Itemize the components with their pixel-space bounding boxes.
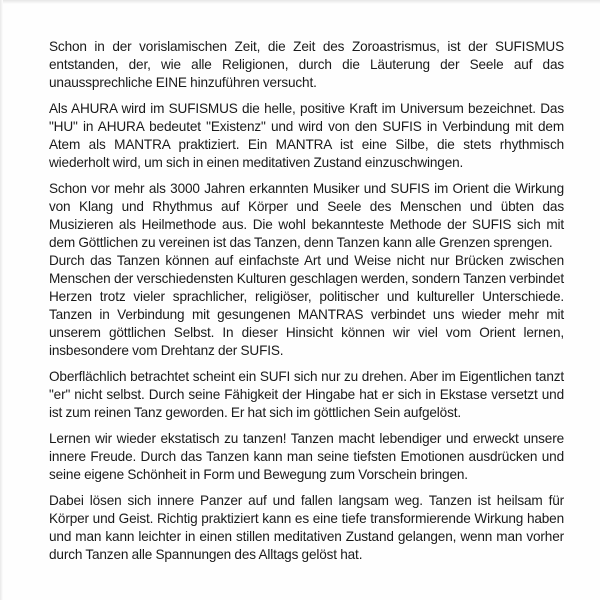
paragraph-ekstatisch-tanzen: Lernen wir wieder ekstatisch zu tanzen! Tanzen macht lebendiger und erweckt unsere innere Freude. Durch das Tanzen kann man seine tiefsten Emotionen ausdrücken und seine eigene Schönheit in Form und Bewegung zum Vorschein bringen. <box>49 431 564 482</box>
paragraph-ahura: Als AHURA wird im SUFISMUS die helle, positive Kraft im Universum bezeichnet. Das "HU" in AHURA bedeutet "Existenz" und wird von den SUFIS in Verbindung mit dem Atem als MANTRA praktiziert. Ein MANTRA ist eine Silbe, die stets rhythmisch wiederholt wird, um sich in einen meditativen Zustand einzuschwingen. <box>49 101 564 170</box>
paragraph-drehtanz-sufi: Oberflächlich betrachtet scheint ein SUFI sich nur zu drehen. Aber im Eigentlichen tanzt "er" nicht selbst. Durch seine Fähigkeit der Hingabe hat er sich in Ekstase versetzt und ist zum reinen Tanz geworden. Er hat sich im göttlichen Sein aufgelöst. <box>49 369 564 420</box>
paragraph-musiker-orient: Schon vor mehr als 3000 Jahren erkannten Musiker und SUFIS im Orient die Wirkung von Klang und Rhythmus auf Körper und Seele des Menschen und übten das Musizieren als Heilmethode aus. Die wohl bekannteste Methode der SUFIS sich mit dem Göttlichen zu vereinen ist das Tanzen, denn Tanzen kann alle Grenzen sprengen. <box>49 181 564 250</box>
page-edge-top <box>0 0 600 4</box>
paragraph-innere-panzer: Dabei lösen sich innere Panzer auf und fallen langsam weg. Tanzen ist heilsam für Körper und Geist. Richtig praktiziert kann es eine tiefe transformierende Wirkung haben und man kann leichter in einen stillen meditativen Zustand gelangen, wenn man vorher durch Tanzen alle Spannungen des Alltags gelöst hat. <box>49 493 564 562</box>
paragraph-tanzen-bruecken: Durch das Tanzen können auf einfachste Art und Weise nicht nur Brücken zwischen Menschen der verschiedensten Kulturen geschlagen werden, sondern Tanzen verbindet Herzen trotz vieler sprachlicher, religiöser, politischer und kultureller Unterschiede. Tanzen in Verbindung mit gesungenen MANTRAS verbindet uns wieder mehr mit unserem göttlichen Selbst. In dieser Hinsicht können wir viel vom Orient lernen, insbesondere vom Drehtanz der SUFIS. <box>49 253 564 358</box>
paragraph-zoroastrismus: Schon in der vorislamischen Zeit, die Zeit des Zoroastrismus, ist der SUFISMUS entstanden, der, wie alle Religionen, durch die Läuterung der Seele auf das unaussprechliche EINE hinzuführen versucht. <box>49 39 564 90</box>
body-text <box>49 38 564 564</box>
page-edge-left <box>0 0 3 600</box>
